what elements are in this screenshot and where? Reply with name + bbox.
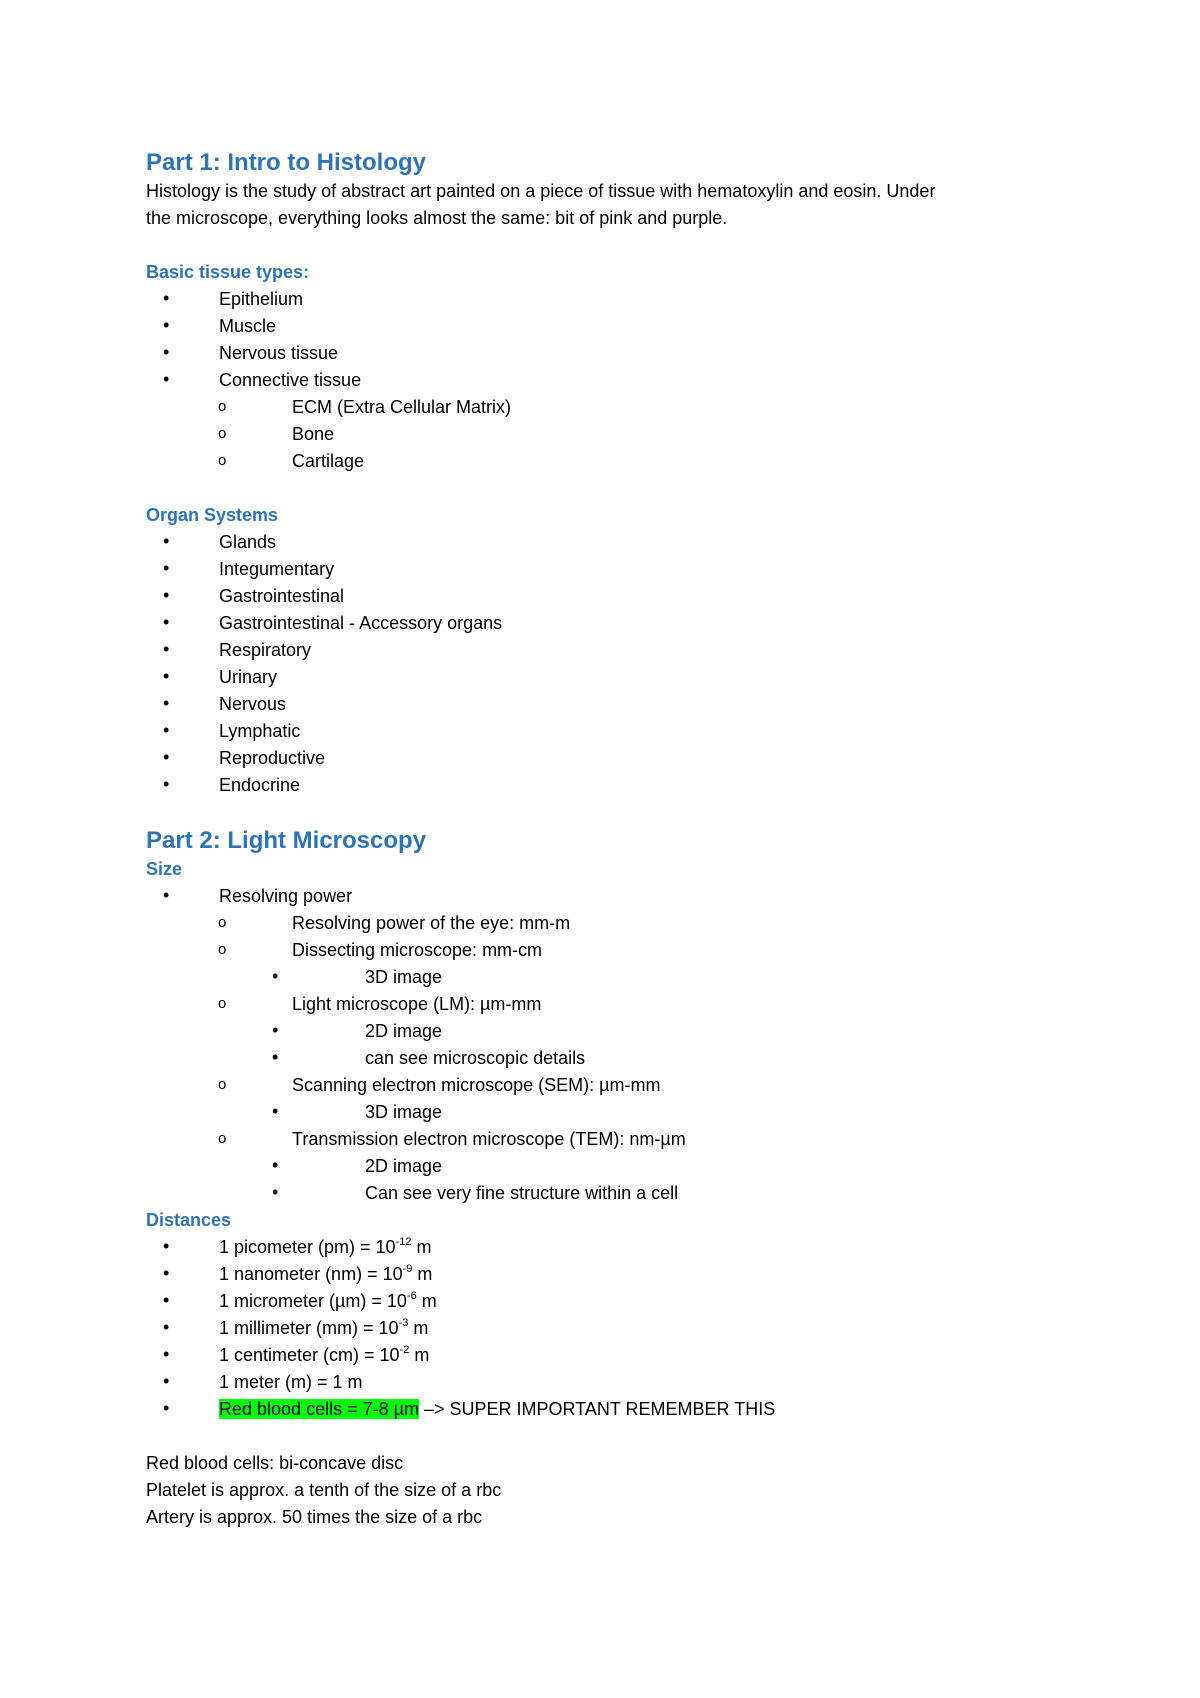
bullet-icon: • [272,1047,279,1067]
hollow-bullet-icon: o [218,425,227,442]
list-item: • Connective tissue [163,369,362,390]
hollow-bullet-icon: o [218,995,227,1012]
rbc-highlight: Red blood cells = 7-8 µm [219,1399,419,1419]
note-line: Red blood cells: bi-concave disc [146,1453,404,1473]
list-item: o Cartilage [146,448,1066,475]
tissue-types-list [146,286,1066,475]
size-list [146,883,1066,1207]
bullet-icon: • [163,1290,170,1310]
list-item: • Gastrointestinal - Accessory organs [163,612,503,633]
list-item: • Integumentary [163,558,335,579]
hollow-bullet-icon: o [218,1076,227,1093]
list-item: o Light microscope (LM): µm-mm [146,991,1066,1018]
hollow-bullet-icon: o [218,398,227,415]
list-item: • 3D image [272,1101,443,1122]
list-item: • Resolving power [163,885,353,906]
intro-line-2: the microscope, everything looks almost the same: bit of pink and purple. [146,208,728,228]
distances-list [146,1234,1066,1423]
list-item: • Reproductive [163,747,326,768]
bullet-icon: • [163,315,170,335]
list-item: o Resolving power of the eye: mm-m [146,910,1066,937]
part2-title: Part 2: Light Microscopy [146,827,427,854]
hollow-bullet-icon: o [218,1130,227,1147]
bullet-icon: • [163,639,170,659]
organ-systems-list [146,529,1066,799]
list-item: • Urinary [163,666,278,687]
list-item: • Lymphatic [163,720,301,741]
list-item: • 2D image [272,1155,443,1176]
bullet-icon: • [163,1236,170,1256]
bullet-icon: • [163,693,170,713]
size-heading: Size [146,859,183,879]
document-content [146,148,1066,1531]
hollow-bullet-icon: o [218,914,227,931]
list-item: • 2D image [272,1020,443,1041]
bullet-icon: • [163,720,170,740]
list-item: • 1 meter (m) = 1 m [163,1371,363,1392]
bullet-icon: • [272,1182,279,1202]
distances-heading: Distances [146,1210,232,1230]
bullet-icon: • [272,1155,279,1175]
organ-systems-heading: Organ Systems [146,505,279,525]
bullet-icon: • [163,666,170,686]
list-item [146,1396,1066,1423]
list-item: • 1 centimeter $(cm) = 10^{-2}$ m [163,1344,430,1365]
list-item: • Respiratory [163,639,312,660]
bullet-icon: • [163,369,170,389]
bullet-icon: • [163,612,170,632]
list-item: • Epithelium [163,288,304,309]
note-line: Artery is approx. 50 times the size of a rbc [146,1507,483,1527]
list-item: o Scanning electron microscope (SEM): µm-mm [146,1072,1066,1099]
bullet-icon: • [163,1344,170,1364]
list-item: o Dissecting microscope: mm-cm [146,937,1066,964]
bullet-icon: • [163,774,170,794]
bullet-icon: • [163,1371,170,1391]
bullet-icon: • [272,966,279,986]
bullet-icon: • [163,585,170,605]
bullet-icon: • [163,558,170,578]
list-item: o ECM (Extra Cellular Matrix) [146,394,1066,421]
list-item: • 1 picometer $(pm) = 10^{-12}$ m [163,1236,432,1257]
list-item: • Glands [163,531,277,552]
bullet-icon: • [163,288,170,308]
bullet-icon: • [163,342,170,362]
list-item: • 3D image [272,966,443,987]
part1-title: Part 1: Intro to Histology [146,149,427,176]
hollow-bullet-icon: o [218,452,227,469]
list-item: • Endocrine [163,774,301,795]
list-item: o Bone [146,421,1066,448]
list-item: • Gastrointestinal [163,585,345,606]
bullet-icon: • [163,885,170,905]
list-item: • Nervous tissue [163,342,339,363]
list-item: • can see microscopic details [272,1047,586,1068]
bullet-icon: • [163,1398,170,1418]
rbc-note: –> SUPER IMPORTANT REMEMBER THIS [418,1399,776,1419]
list-item: • Muscle [163,315,277,336]
list-item: • 1 millimeter $(mm) = 10^{-3}$ m [163,1317,429,1338]
bullet-icon: • [163,747,170,767]
bullet-icon: • [163,1263,170,1283]
note-line: Platelet is approx. a tenth of the size of a rbc [146,1480,502,1500]
hollow-bullet-icon: o [218,941,227,958]
list-item: o Transmission electron microscope (TEM): nm-µm [146,1126,1066,1153]
list-item: • Nervous [163,693,287,714]
bullet-icon: • [272,1101,279,1121]
bullet-icon: • [163,531,170,551]
bullet-icon: • [163,1317,170,1337]
intro-line-1: Histology is the study of abstract art painted on a piece of tissue with hematoxylin and eosin. Under [146,181,936,201]
tissue-types-heading: Basic tissue types: [146,262,310,282]
list-item: • 1 nanometer $(nm) = 10^{-9}$ m [163,1263,433,1284]
bullet-icon: • [272,1020,279,1040]
list-item: • Can see very fine structure within a cell [272,1182,679,1203]
list-item: • 1 micrometer $(\mu m) = 10^{-6}$ m [163,1290,437,1311]
